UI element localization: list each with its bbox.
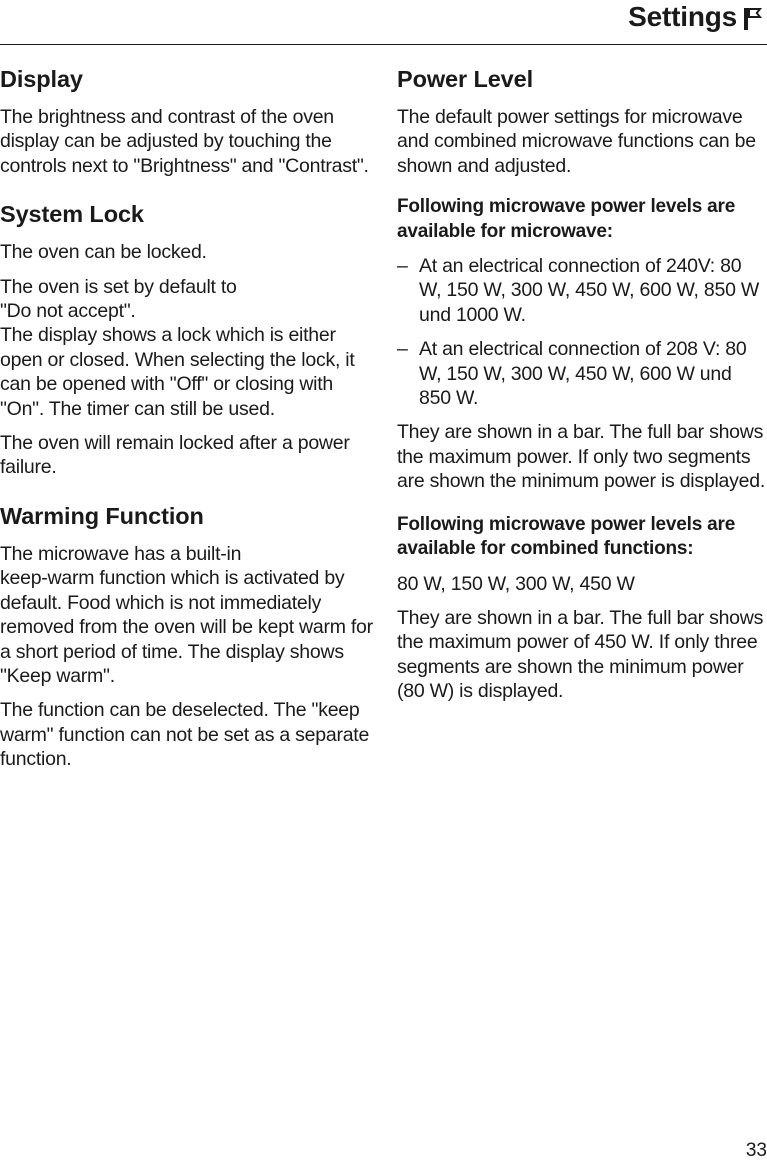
display-section (0, 63, 376, 178)
system-lock-default-line: The oven is set by default to (0, 275, 237, 298)
system-lock-text-1: The oven can be locked. (0, 241, 207, 264)
warming-function-section (0, 500, 376, 772)
microwave-levels-subheading: Following microwave power levels are available for microwave: (397, 196, 736, 242)
left-column (0, 63, 376, 772)
flag-icon (743, 7, 765, 31)
list-item-208v (397, 337, 767, 410)
page-header (0, 0, 767, 45)
system-lock-text-3: The oven will remain locked after a power failure. (0, 432, 350, 479)
display-heading: Display (0, 66, 83, 92)
page-title: Settings (628, 1, 737, 32)
list-item-208v-text: At an electrical connection of 208 V: 80 W, 150 W, 300 W, 450 W, 600 W und 850 W. (419, 338, 747, 410)
list-dash: – (397, 255, 408, 278)
list-dash: – (397, 338, 408, 361)
system-lock-heading: System Lock (0, 201, 144, 228)
combined-levels-subheading: Following microwave power levels are available for combined functions: (397, 513, 736, 560)
right-column (397, 63, 767, 704)
power-level-section (397, 63, 767, 704)
list-item-240v (397, 254, 767, 327)
warming-function-line-1: The microwave has a built-in (0, 542, 242, 565)
display-text: The brightness and contrast of the oven display can be adjusted by touching the controls next to "Brightness" and "Contrast". (0, 106, 369, 177)
power-level-heading: Power Level (397, 66, 534, 92)
list-item-240v-text: At an electrical connection of 240V: 80 W, 150 W, 300 W, 450 W, 600 W, 850 W und 1000 W. (419, 255, 759, 326)
warming-function-heading: Warming Function (0, 502, 204, 529)
combined-bar-note: They are shown in a bar. The full bar shows the maximum power of 450 W. If only three segments are shown the minimum power (80 W) is displayed. (397, 606, 764, 703)
system-lock-section (0, 198, 376, 480)
system-lock-text-2 (0, 275, 376, 421)
warming-function-text-1 (0, 542, 376, 688)
microwave-bar-note: They are shown in a bar. The full bar shows the maximum power. If only two segments are shown the minimum power is displayed. (397, 421, 766, 493)
warming-function-text-2: The function can be deselected. The "keep warm" function can not be set as a separate function. (0, 699, 370, 771)
system-lock-description: The display shows a lock which is either open or closed. When selecting the lock, it can be opened with "Off" or closing with "On". The timer can still be used. (0, 324, 355, 420)
power-level-intro: The default power settings for microwave and combined microwave functions can be shown and adjusted. (397, 106, 756, 177)
page-number: 33 (745, 1140, 767, 1161)
warming-function-line-rest: keep-warm function which is activated by default. Food which is not immediately removed from the oven will be kept warm for a short period of time. The display shows "Keep warm". (0, 567, 373, 687)
combined-levels-values: 80 W, 150 W, 300 W, 450 W (397, 572, 635, 595)
system-lock-default-value: "Do not accept". (0, 300, 136, 323)
